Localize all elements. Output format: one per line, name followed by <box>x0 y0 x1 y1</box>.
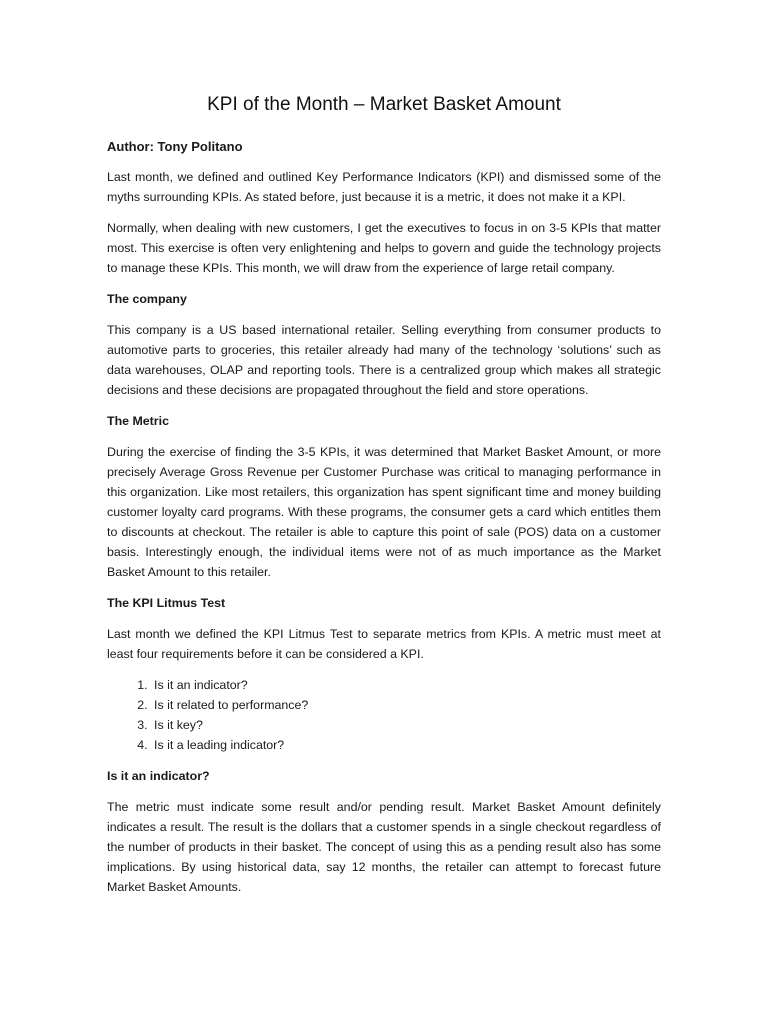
intro-paragraph-2: Normally, when dealing with new customers, I get the executives to focus in on 3-5 KPIs that matter most. This exercise is often very enlightening and helps to govern and guide the technology projects to manage these KPIs. This month, we will draw from the experience of large retail company. <box>107 221 661 275</box>
section-heading-metric: The Metric <box>107 414 169 428</box>
indicator-paragraph: The metric must indicate some result and/or pending result. Market Basket Amount definitely indicates a result. The result is the dollars that a customer spends in a single checkout regardless of the number of products in their basket. The concept of using this as a pending result also has some implications. By using historical data, say 12 months, the retailer can attempt to forecast future Market Basket Amounts. <box>107 800 661 894</box>
litmus-requirements-list <box>107 675 661 755</box>
list-item: 3. Is it key? <box>151 715 661 735</box>
section-heading-company: The company <box>107 292 187 306</box>
section-heading-indicator: Is it an indicator? <box>107 769 210 783</box>
intro-paragraph-1: Last month, we defined and outlined Key Performance Indicators (KPI) and dismissed some of the myths surrounding KPIs. As stated before, just because it is a metric, it does not make it a KPI. <box>107 170 661 204</box>
document-title: KPI of the Month – Market Basket Amount <box>207 94 561 115</box>
metric-paragraph: During the exercise of finding the 3-5 KPIs, it was determined that Market Basket Amount, or more precisely Average Gross Revenue per Customer Purchase was critical to managing performance in this organization. Like most retailers, this organization has spent significant time and money building customer loyalty card programs. With these programs, the consumer gets a card which entitles them to discounts at checkout. The retailer is able to capture this point of sale (POS) data on a customer basis. Interestingly enough, the individual items were not of as much importance as the Market Basket Amount to this retailer. <box>107 445 661 579</box>
author-line: Author: Tony Politano <box>107 139 243 154</box>
document-page <box>107 93 661 908</box>
litmus-paragraph: Last month we defined the KPI Litmus Test to separate metrics from KPIs. A metric must meet at least four requirements before it can be considered a KPI. <box>107 627 661 661</box>
list-item: 1. Is it an indicator? <box>151 675 661 695</box>
list-item: 2. Is it related to performance? <box>151 695 661 715</box>
list-item: 4. Is it a leading indicator? <box>151 735 661 755</box>
company-paragraph: This company is a US based international retailer. Selling everything from consumer products to automotive parts to groceries, this retailer already had many of the technology ‘solutions’ such as data warehouses, OLAP and reporting tools. There is a centralized group which makes all strategic decisions and these decisions are propagated throughout the field and store operations. <box>107 323 661 397</box>
section-heading-litmus-test: The KPI Litmus Test <box>107 596 226 610</box>
